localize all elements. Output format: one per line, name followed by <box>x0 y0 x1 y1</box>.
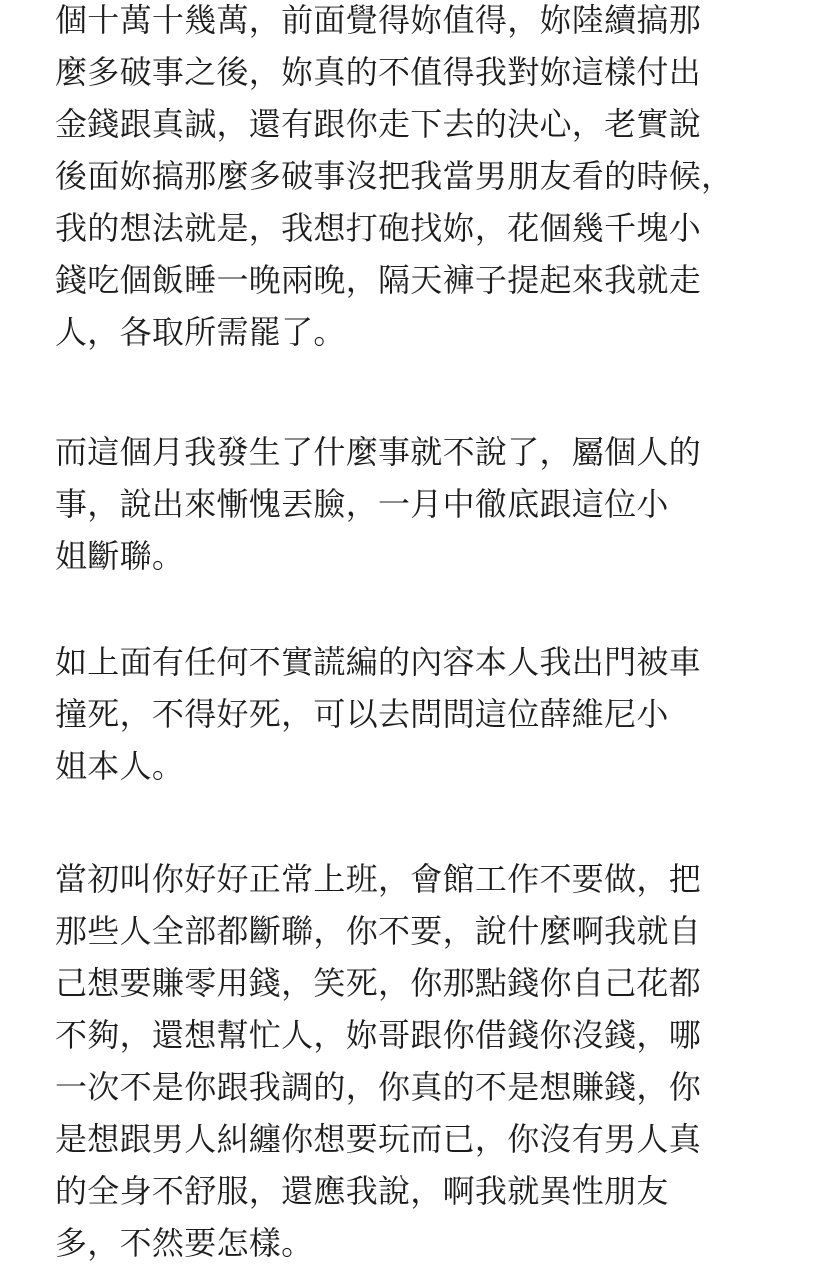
text-line: 姐本人。 <box>55 747 185 785</box>
text-line: 而這個月我發生了什麼事就不說了，屬個人的 <box>55 433 702 471</box>
text-line: 人，各取所需罷了。 <box>55 313 346 351</box>
text-line: 多，不然要怎樣。 <box>55 1224 314 1262</box>
paragraph-1 <box>55 0 733 358</box>
text-line: 不夠，還想幫忙人，妳哥跟你借錢你沒錢，哪 <box>55 1016 702 1054</box>
text-line: 事，說出來慚愧丟臉，一月中徹底跟這位小 <box>55 485 669 523</box>
paragraph-3 <box>55 636 701 792</box>
paragraph-2 <box>55 426 701 582</box>
text-line: 是想跟男人糾纏你想要玩而已，你沒有男人真 <box>55 1120 702 1158</box>
text-line: 的全身不舒服，還應我說，啊我就異性朋友 <box>55 1172 669 1210</box>
paragraph-4 <box>55 853 701 1269</box>
text-line: 個十萬十幾萬，前面覺得妳值得，妳陸續搞那 <box>55 1 702 39</box>
text-line: 如上面有任何不實謊編的內容本人我出門被車 <box>55 643 702 681</box>
text-line: 撞死，不得好死，可以去問問這位薛維尼小 <box>55 695 669 733</box>
text-line: 麼多破事之後，妳真的不值得我對妳這樣付出 <box>55 53 702 91</box>
text-line: 那些人全部都斷聯，你不要，說什麼啊我就自 <box>55 912 702 950</box>
text-line: 我的想法就是，我想打砲找妳，花個幾千塊小 <box>55 209 702 247</box>
text-line: 一次不是你跟我調的，你真的不是想賺錢，你 <box>55 1068 702 1106</box>
text-line: 後面妳搞那麼多破事沒把我當男朋友看的時候， <box>55 157 734 195</box>
text-line: 錢吃個飯睡一晚兩晚，隔天褲子提起來我就走 <box>55 261 702 299</box>
text-line: 己想要賺零用錢，笑死，你那點錢你自己花都 <box>55 964 702 1002</box>
text-line: 金錢跟真誠，還有跟你走下去的決心，老實說 <box>55 105 702 143</box>
text-line: 姐斷聯。 <box>55 537 185 575</box>
text-line: 當初叫你好好正常上班，會館工作不要做，把 <box>55 860 702 898</box>
